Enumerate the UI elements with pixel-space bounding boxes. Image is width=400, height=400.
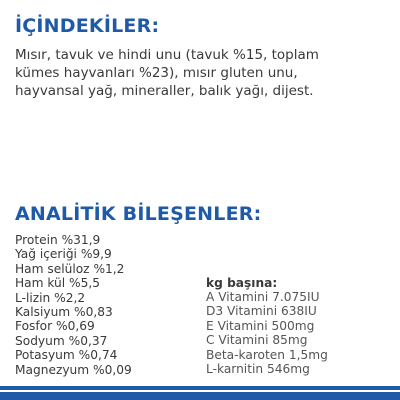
analytic-components-heading: ANALİTİK BİLEŞENLER: [15, 203, 262, 225]
ingredients-line: kümes hayvanları %23), mısır gluten unu, [15, 65, 298, 81]
ingredients-heading: İÇİNDEKİLER: [15, 15, 160, 37]
analytic-item: Kalsiyum %0,83 [15, 304, 113, 319]
accent-band-thick [0, 392, 400, 400]
analytic-components-list [15, 233, 132, 377]
per-kg-title: kg başına: [206, 276, 278, 290]
vitamin-item: E Vitamini 500mg [206, 318, 315, 333]
vitamin-list [206, 290, 328, 376]
analytic-item: Protein %31,9 [15, 233, 101, 247]
vitamin-item: D3 Vitamini 638IU [206, 304, 317, 319]
ingredients-line: Mısır, tavuk ve hindi unu (tavuk %15, toplam [15, 47, 319, 63]
vitamin-item: C Vitamini 85mg [206, 333, 308, 348]
analytic-item: Ham selüloz %1,2 [15, 261, 125, 276]
ingredients-text [15, 46, 395, 100]
vitamin-item: A Vitamini 7.075IU [206, 290, 320, 304]
bottom-accent-bar [0, 386, 400, 400]
analytic-item: Sodyum %0,37 [15, 333, 108, 348]
ingredients-line: hayvansal yağ, mineraller, balık yağı, dijest. [15, 83, 314, 99]
analytic-item: Potasyum %0,74 [15, 348, 118, 363]
analytic-item: Magnezyum %0,09 [15, 362, 132, 377]
analytic-item: Ham kül %5,5 [15, 276, 101, 291]
analytic-item: L-lizin %2,2 [15, 290, 86, 305]
vitamin-item: L-karnitin 546mg [206, 361, 310, 376]
analytic-item: Fosfor %0,69 [15, 319, 95, 334]
vitamin-item: Beta-karoten 1,5mg [206, 347, 328, 362]
accent-band-thin [0, 386, 400, 390]
analytic-item: Yağ içeriği %9,9 [15, 247, 112, 262]
